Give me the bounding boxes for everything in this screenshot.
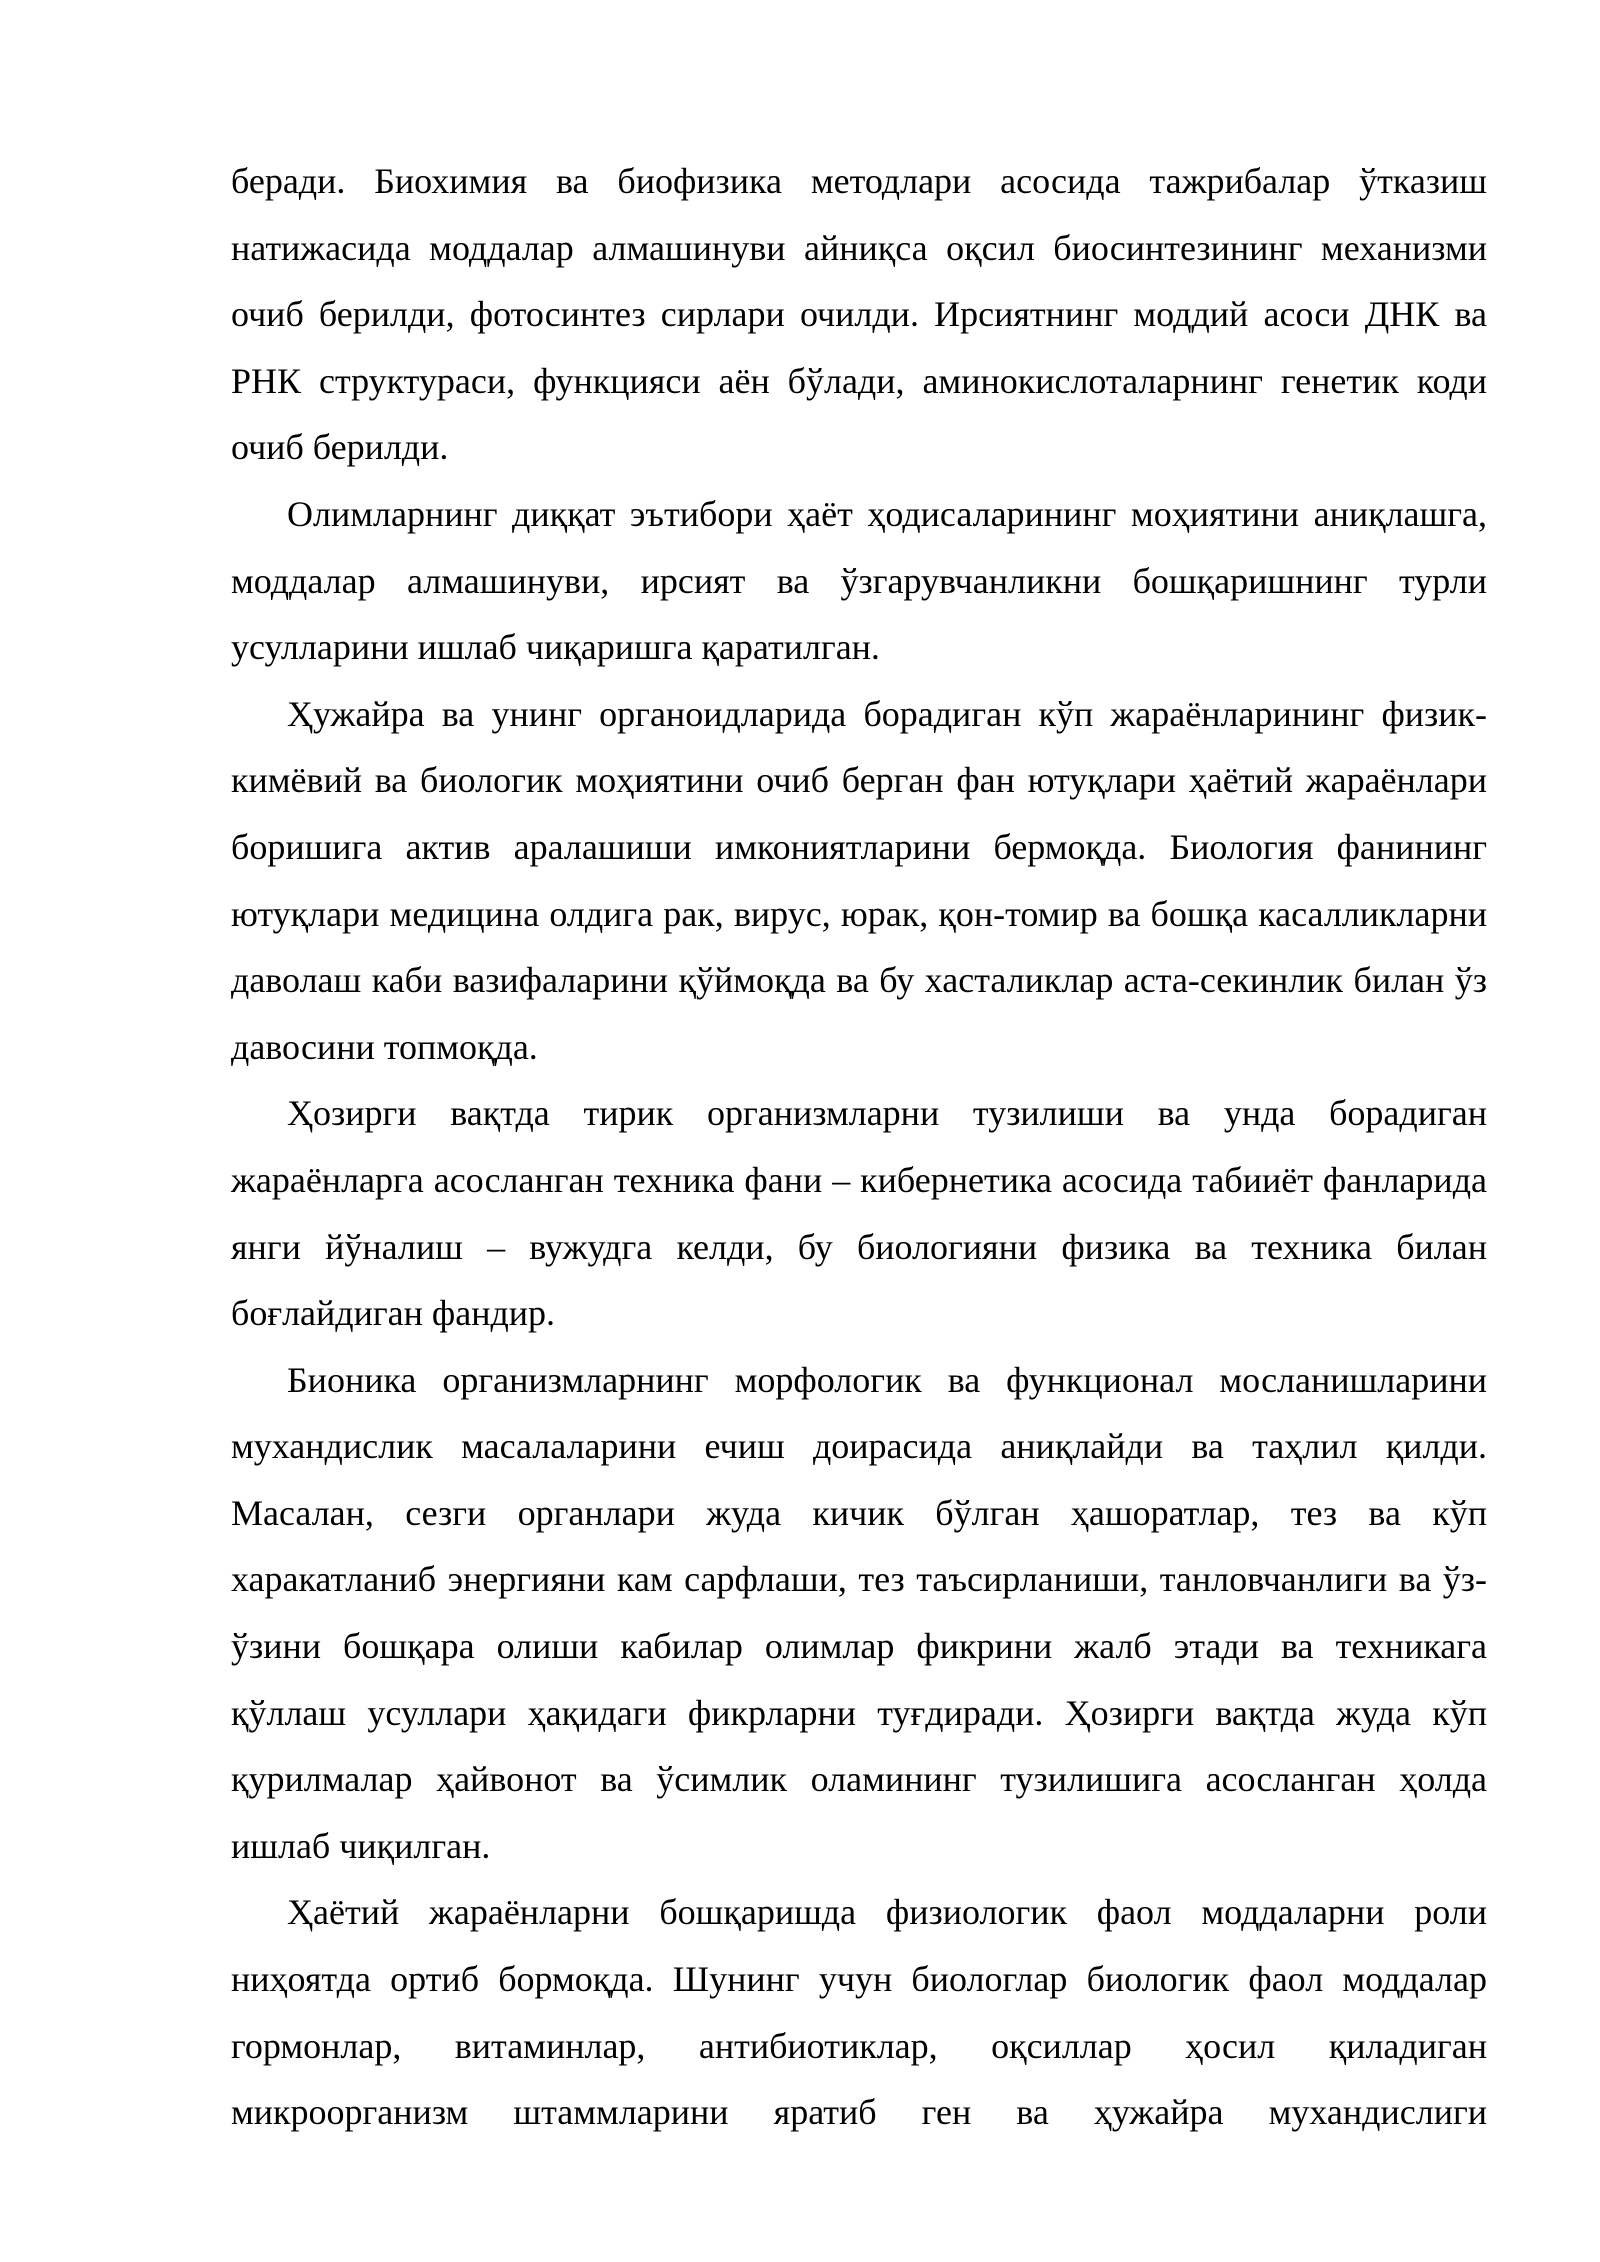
document-body (231, 148, 1487, 2146)
paragraph-cybernetics: Ҳозирги вақтда тирик организмларни тузилиши ва унда борадиган жараёнларга асосланган техника фани – кибернетика асосида табииёт фанларида янги йўналиш – вужудга келди, бу биологияни физика ва техника билан боғлайдиган фандир. (231, 1093, 1487, 1334)
paragraph-biochemistry-results: беради. Биохимия ва биофизика методлари асосида тажрибалар ўтказиш натижасида моддалар алмашинуви айниқса оқсил биосинтезининг механизми очиб берилди, фотосинтез сирлари очилди. Ирсиятнинг моддий асоси ДНК ва РНК структураси, функцияси аён бўлади, аминокислоталарнинг генетик коди очиб берилди. (231, 161, 1487, 468)
paragraph-scientists-attention: Олимларнинг диққат эътибори ҳаёт ҳодисаларининг моҳиятини аниқлашга, моддалар алмашинуви, ирсият ва ўзгарувчанликни бошқаришнинг турли усулларини ишлаб чиқаришга қаратилган. (231, 493, 1487, 668)
paragraph-cell-organoids: Ҳужайра ва унинг органоидларида борадиган кўп жараёнларининг физик-кимёвий ва биологик моҳиятини очиб берган фан ютуқлари ҳаётий жараёнлари боришига актив аралашиши имкониятларини бермоқда. Биология фанининг ютуқлари медицина олдига рак, вирус, юрак, қон-томир ва бошқа касалликларни даволаш каби вазифаларини қўймоқда ва бу хасталиклар аста-секинлик билан ўз давосини топмоқда. (231, 693, 1487, 1067)
paragraph-bionics: Бионика организмларнинг морфологик ва функционал мосланишларини мухандислик масалаларини ечиш доирасида аниқлайди ва таҳлил қилди. Масалан, сезги органлари жуда кичик бўлган ҳашоратлар, тез ва кўп харакатланиб энергияни кам сарфлаши, тез таъсирланиши, танловчанлиги ва ўз-ўзини бошқара олиши кабилар олимлар фикрини жалб этади ва техникага қўллаш усуллари ҳақидаги фикрларни туғдиради. Ҳозирги вақтда жуда кўп қурилмалар ҳайвонот ва ўсимлик оламининг тузилишига асосланган ҳолда ишлаб чиқилган. (231, 1359, 1487, 1866)
paragraph-physiological-substances: Ҳаётий жараёнларни бошқаришда физиологик фаол моддаларни роли ниҳоятда ортиб бормоқда. Шунинг учун биологлар биологик фаол моддалар гормонлар, витаминлар, антибиотиклар, оқсиллар ҳосил қиладиган микроорганизм штаммларини яратиб ген ва ҳужайра мухандислиги (231, 1892, 1487, 2133)
